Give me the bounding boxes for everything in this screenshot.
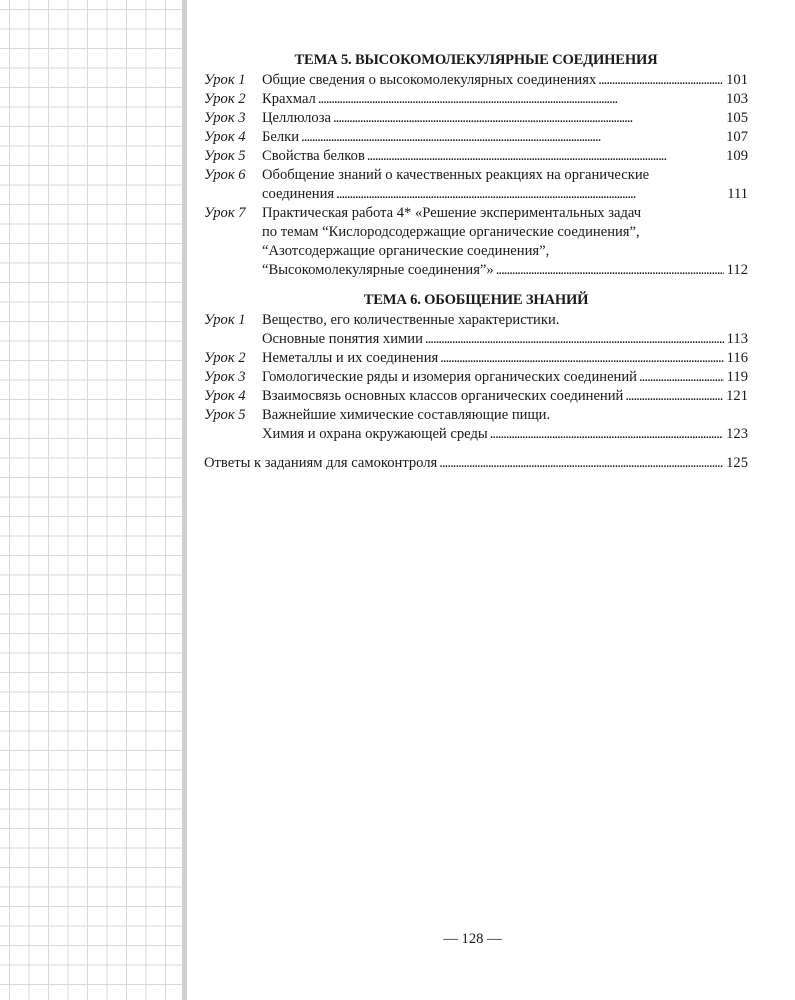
entry-title: Обобщение знаний о качественных реакциях на органические <box>262 167 650 183</box>
dot-leader <box>336 185 724 204</box>
toc-entry[interactable] <box>204 368 748 387</box>
dot-leader <box>490 425 723 444</box>
entry-title: соединения <box>262 186 335 202</box>
dot-leader <box>318 90 723 109</box>
dot-leader <box>639 368 724 387</box>
page-number: — 128 — <box>443 931 502 947</box>
entry-title: “Высокомолекулярные соединения”» <box>262 262 494 278</box>
entry-title: Практическая работа 4* «Решение экспериментальных задач <box>262 205 642 221</box>
entry-title: Важнейшие химические составляющие пищи. <box>262 407 551 423</box>
entry-title: Крахмал <box>262 91 316 107</box>
lesson-label: Урок 5 <box>204 148 246 164</box>
dot-leader <box>440 349 723 368</box>
lesson-label: Урок 5 <box>204 407 246 423</box>
toc-entry[interactable] <box>204 204 748 280</box>
toc-entry[interactable] <box>204 166 748 204</box>
entry-title: Целлюлоза <box>262 110 331 126</box>
dot-leader <box>439 454 723 473</box>
page-ref: 119 <box>726 369 748 385</box>
lesson-label: Урок 7 <box>204 205 246 221</box>
dot-leader <box>301 128 723 147</box>
lesson-label: Урок 4 <box>204 388 246 404</box>
entry-title: по темам “Кислородсодержащие органические соединения”, <box>262 224 640 240</box>
margin-divider <box>182 0 187 1000</box>
lesson-label: Урок 3 <box>204 110 246 126</box>
entry-title: “Азотсодержащие органические соединения”, <box>262 243 550 259</box>
entry-title: Основные понятия химии <box>262 331 423 347</box>
lesson-label: Урок 1 <box>204 72 246 88</box>
entry-title: Белки <box>262 129 300 145</box>
dot-leader <box>598 71 723 90</box>
toc-entry-answers[interactable]: Ответы к заданиям для самоконтроля . . . 125 <box>204 454 748 473</box>
toc-entry[interactable] <box>204 109 748 128</box>
page-ref: 112 <box>726 262 748 278</box>
page-ref: 116 <box>726 350 748 366</box>
page-ref: 113 <box>726 331 748 347</box>
toc-entry[interactable] <box>204 128 748 147</box>
dot-leader <box>333 109 723 128</box>
graph-paper-margin <box>0 0 182 1000</box>
toc-entry[interactable] <box>204 349 748 368</box>
entry-title: Свойства белков <box>262 148 365 164</box>
toc-entry[interactable] <box>204 406 748 444</box>
entry-title: Химия и охрана окружающей среды <box>262 426 488 442</box>
entry-title: Общие сведения о высокомолекулярных соединениях <box>262 72 597 88</box>
dot-leader <box>496 261 724 280</box>
lesson-label: Урок 2 <box>204 350 246 366</box>
dot-leader <box>367 147 723 166</box>
page-ref: 121 <box>726 388 748 404</box>
toc-entry[interactable] <box>204 147 748 166</box>
toc-entry[interactable] <box>204 71 748 90</box>
page-ref: 123 <box>726 426 748 442</box>
entry-title: Неметаллы и их соединения <box>262 350 439 366</box>
page-ref: 107 <box>726 129 748 145</box>
page-ref: 103 <box>726 91 748 107</box>
page-ref: 101 <box>726 72 748 88</box>
toc-entry[interactable] <box>204 311 748 349</box>
lesson-label: Урок 3 <box>204 369 246 385</box>
section-heading: ТЕМА 5. ВЫСОКОМОЛЕКУЛЯРНЫЕ СОЕДИНЕНИЯ <box>294 52 658 68</box>
toc-entry[interactable] <box>204 387 748 406</box>
entry-title: Взаимосвязь основных классов органических соединений <box>262 388 624 404</box>
entry-title: Вещество, его количественные характеристики. <box>262 312 560 328</box>
lesson-label: Урок 4 <box>204 129 246 145</box>
lesson-label: Урок 1 <box>204 312 246 328</box>
page-ref: 109 <box>726 148 748 164</box>
table-of-contents <box>204 50 748 473</box>
toc-entry[interactable] <box>204 90 748 109</box>
dot-leader <box>425 330 724 349</box>
page-ref: 111 <box>727 186 748 202</box>
page-ref: 105 <box>726 110 748 126</box>
lesson-label: Урок 2 <box>204 91 246 107</box>
page-ref: 125 <box>726 455 748 471</box>
lesson-label: Урок 6 <box>204 167 246 183</box>
dot-leader <box>625 387 723 406</box>
section-heading: ТЕМА 6. ОБОБЩЕНИЕ ЗНАНИЙ <box>363 292 589 308</box>
entry-title: Гомологические ряды и изомерия органических соединений <box>262 369 637 385</box>
